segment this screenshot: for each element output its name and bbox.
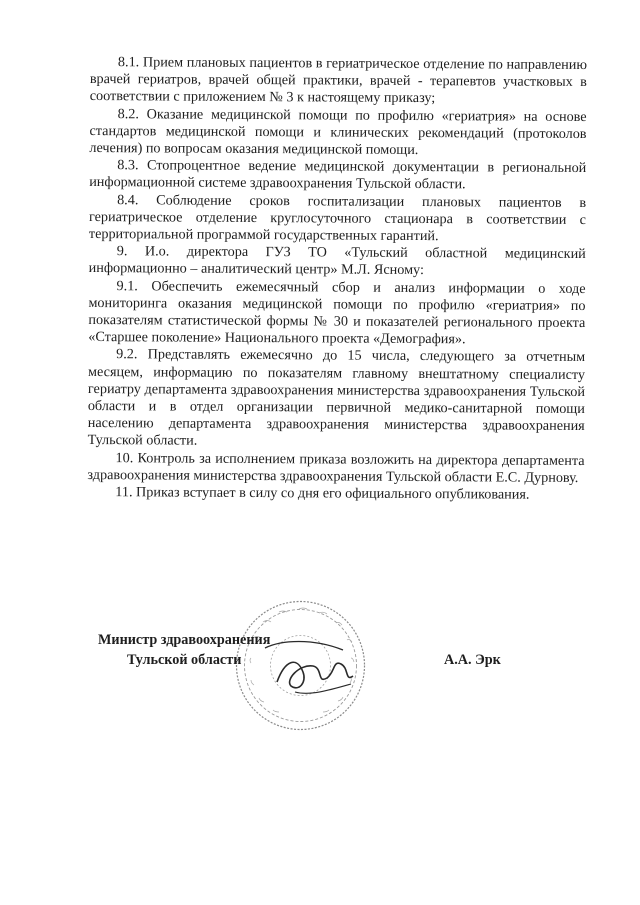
paragraph-9: 9. И.о. директора ГУЗ ТО «Тульский областной медицинский информационно – аналитический центр» М.Л. Ясному: [88, 243, 586, 279]
paragraph-8-1: 8.1. Прием плановых пациентов в гериатрическое отделение по направлению врачей гериатров, врачей общей практики, врачей - терапевтов участковых в соответствии с приложением № 3 к настоящему приказу; [89, 54, 587, 107]
signatory-title-line-1: Министр здравоохранения [98, 632, 271, 648]
handwritten-signature [255, 620, 375, 705]
paragraph-9-1: 9.1. Обеспечить ежемесячный сбор и анализ информации о ходе мониторинга оказания медицинской помощи по профилю «гериатрия» по показателям статистической формы № 30 и показателей регионального проекта «Старшее поколение» Национального проекта «Демография». [88, 277, 586, 348]
paragraph-9-2: 9.2. Представлять ежемесячно до 15 числа, следующего за отчетным месяцем, информацию по показателям главному внештатному специалисту гериатру департамента здравоохранения министерства здравоохранения Тульской области и в отдел организации первичной медико-санитарной помощи населению департамента здравоохранения министерства здравоохранения Тульской области. [87, 346, 586, 450]
signatory-title [98, 630, 270, 670]
paragraph-8-3: 8.3. Стопроцентное ведение медицинской документации в региональной информационной системе здравоохранения Тульской области. [89, 157, 587, 193]
document-body [87, 54, 587, 504]
signatory-name: А.А. Эрк [444, 652, 501, 668]
signatory-title-line-2: Тульской области [126, 652, 242, 668]
paragraph-8-4: 8.4. Соблюдение сроков госпитализации плановых пациентов в гериатрическое отделение круглосуточного стационара в соответствии с территориальной программой государственных гарантий. [88, 191, 587, 245]
paragraph-10: 10. Контроль за исполнением приказа возложить на директора департамента здравоохранения министерства здравоохранения Тульской области Е.С. Дурнову. [87, 449, 585, 486]
paragraph-11: 11. Приказ вступает в силу со дня его официального опубликования. [115, 484, 530, 503]
paragraph-8-2: 8.2. Оказание медицинской помощи по профилю «гериатрия» на основе стандартов медицинской помощи и клинических рекомендаций (протоколов лечения) по вопросам оказания медицинской помощи. [89, 105, 587, 159]
